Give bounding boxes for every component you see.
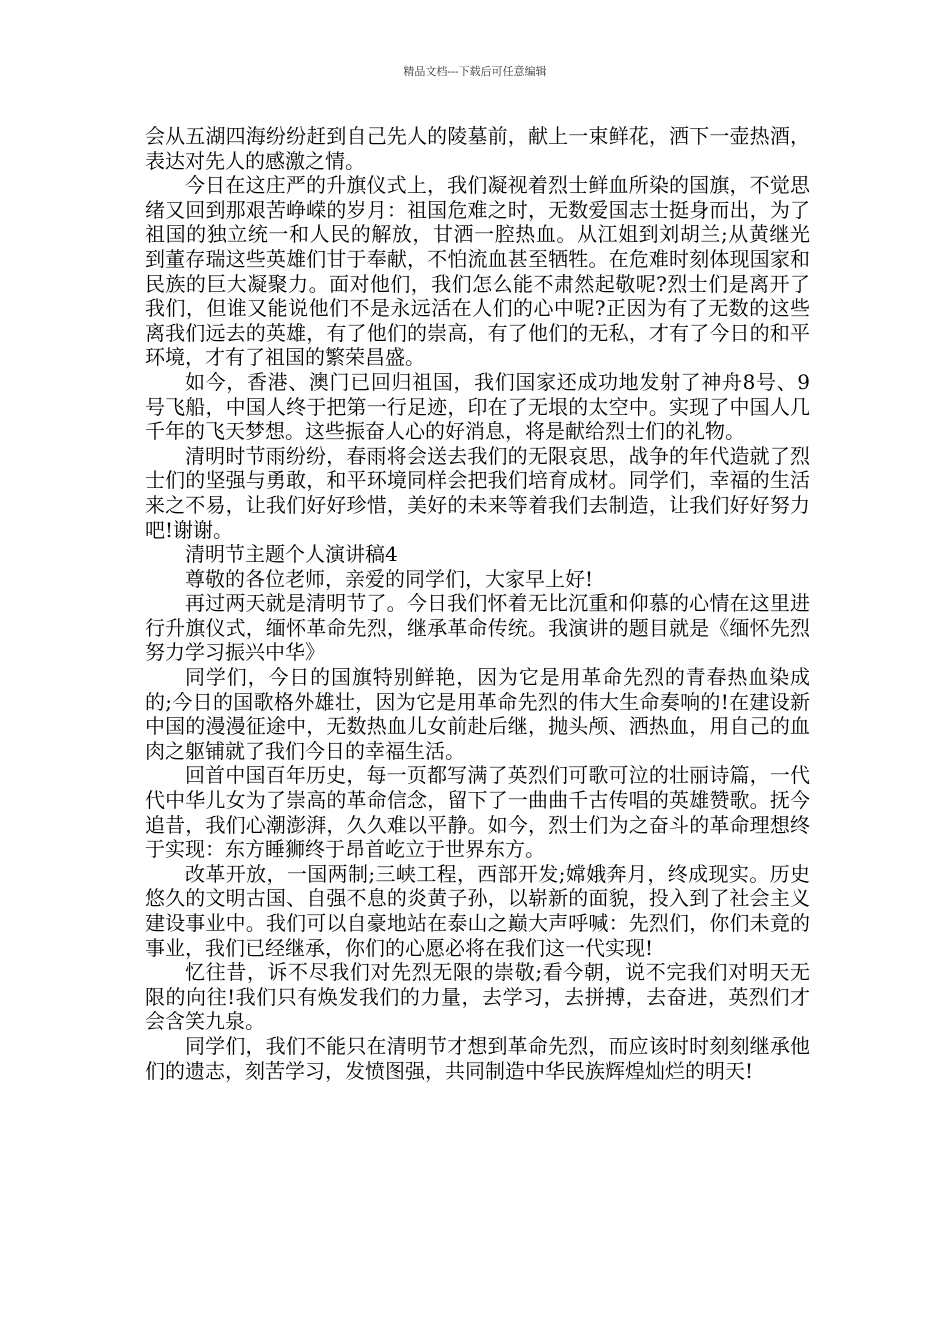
paragraph: 改革开放，一国两制;三峡工程，西部开发;嫦娥奔月，终成现实。历史悠久的文明古国、自强不息的炎黄子孙，以崭新的面貌，投入到了社会主义建设事业中。我们可以自豪地站在泰山之巅大声呼喊：先烈们，你们未竟的事业，我们已经继承，你们的心愿必将在我们这一代实现! — [145, 861, 810, 960]
document-body — [145, 124, 810, 1083]
page-header: 精品文档---下载后可任意编辑 — [403, 65, 547, 78]
greeting: 尊敬的各位老师，亲爱的同学们，大家早上好! — [185, 566, 594, 591]
paragraph: 如今，香港、澳门已回归祖国，我们国家还成功地发射了神舟8号、9号飞船，中国人终于把第一行足迹，印在了无垠的太空中。实现了中国人几千年的飞天梦想。这些振奋人心的好消息，将是献给烈士们的礼物。 — [145, 369, 810, 444]
paragraph: 忆往昔，诉不尽我们对先烈无限的崇敬;看今朝，说不完我们对明天无限的向往!我们只有焕发我们的力量，去学习，去拼搏，去奋进，英烈们才会含笑九泉。 — [145, 960, 810, 1034]
paragraph: 会从五湖四海纷纷赶到自己先人的陵墓前，献上一束鲜花，洒下一壶热酒，表达对先人的感激之情。 — [145, 124, 810, 173]
paragraph: 同学们，今日的国旗特别鲜艳，因为它是用革命先烈的青春热血染成的;今日的国歌格外雄壮，因为它是用革命先烈的伟大生命奏响的!在建设新中国的漫漫征途中，无数热血儿女前赴后继，抛头颅、洒热血，用自己的血肉之躯铺就了我们今日的幸福生活。 — [145, 665, 810, 763]
section-heading: 清明节主题个人演讲稿4 — [185, 542, 398, 567]
paragraph: 同学们，我们不能只在清明节才想到革命先烈，而应该时时刻刻继承他们的遗志，刻苦学习，发愤图强，共同制造中华民族辉煌灿烂的明天! — [145, 1033, 810, 1083]
paragraph: 今日在这庄严的升旗仪式上，我们凝视着烈士鲜血所染的国旗，不觉思绪又回到那艰苦峥嵘的岁月：祖国危难之时，无数爱国志士挺身而出，为了祖国的独立统一和人民的解放，甘洒一腔热血。从江姐到刘胡兰;从黄继光到董存瑞这些英雄们甘于奉献，不怕流血甚至牺牲。在危难时刻体现国家和民族的巨大凝聚力。面对他们，我们怎么能不肃然起敬呢?烈士们是离开了我们，但谁又能说他们不是永远活在人们的心中呢?正因为有了无数的这些离我们远去的英雄，有了他们的崇高，有了他们的无私，才有了今日的和平环境，才有了祖国的繁荣昌盛。 — [145, 173, 810, 370]
paragraph: 回首中国百年历史，每一页都写满了英烈们可歌可泣的壮丽诗篇，一代代中华儿女为了崇高的革命信念，留下了一曲曲千古传唱的英雄赞歌。抚今追昔，我们心潮澎湃，久久难以平静。如今，烈士们为之奋斗的革命理想终于实现：东方睡狮终于昂首屹立于世界东方。 — [145, 763, 810, 862]
paragraph: 清明时节雨纷纷，春雨将会送去我们的无限哀思，战争的年代造就了烈士们的坚强与勇敢，和平环境同样会把我们培育成材。同学们，幸福的生活来之不易，让我们好好珍惜，美好的未来等着我们去制造，让我们好好努力吧!谢谢。 — [145, 443, 810, 542]
paragraph: 再过两天就是清明节了。今日我们怀着无比沉重和仰慕的心情在这里进行升旗仪式，缅怀革命先烈，继承革命传统。我演讲的题目就是《缅怀先烈努力学习振兴中华》 — [145, 591, 810, 665]
